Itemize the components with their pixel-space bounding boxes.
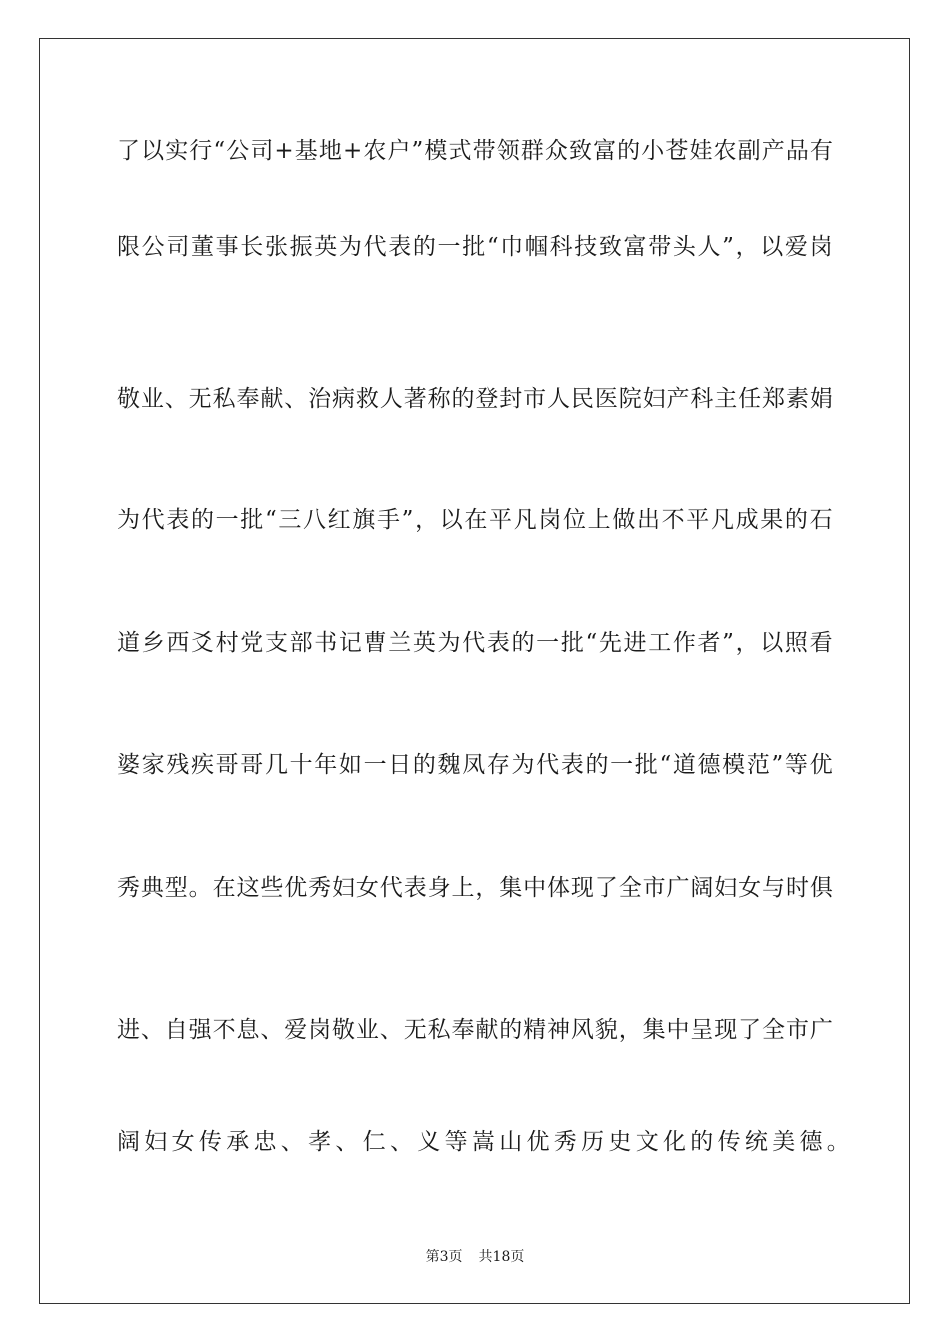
text-line-9: 阔妇女传承忠、孝、仁、义等嵩山优秀历史文化的传统美德。	[117, 1129, 855, 1155]
page-total: 共18页	[478, 1249, 525, 1265]
text-line-4: 为 代 表 的 一 批 “ 三 八 红 旗 手 ” ， 以 在 平 凡 岗 位 上 做 出 不 平 凡 成 果 的 石	[117, 507, 833, 533]
text-line-3: 敬 业 、 无 私 奉 献 、 治 病 救 人 著 称 的 登 封 市 人 民 医 院 妇 产 科 主 任 郑 素 娟	[117, 386, 833, 412]
page-border	[39, 38, 910, 1304]
text-line-2: 限 公 司 董 事 长 张 振 英 为 代 表 的 一 批 “ 巾 帼 科 技 致 富 带 头 人 ” ， 以 爱 岗	[117, 234, 833, 260]
text-line-6: 婆 家 残 疾 哥 哥 几 十 年 如 一 日 的 魏 凤 存 为 代 表 的 一 批 “ 道 德 模 范 ” 等 优	[117, 752, 833, 778]
page-footer	[0, 1248, 950, 1266]
page-number: 第3页	[425, 1249, 463, 1265]
text-line-1: 了 以 实 行 “ 公 司 + 基 地 + 农 户 ” 模 式 带 领 群 众 致 富 的 小 苍 娃 农 副 产 品 有	[117, 138, 833, 164]
text-line-5: 道 乡 西 爻 村 党 支 部 书 记 曹 兰 英 为 代 表 的 一 批 “ 先 进 工 作 者 ” ， 以 照 看	[117, 630, 833, 656]
text-line-8: 进 、 自 强 不 息 、 爱 岗 敬 业 、 无 私 奉 献 的 精 神 风 貌 ， 集 中 呈 现 了 全 市 广	[117, 1017, 833, 1043]
text-line-7: 秀 典 型 。 在 这 些 优 秀 妇 女 代 表 身 上 ， 集 中 体 现 了 全 市 广 阔 妇 女 与 时 俱	[117, 875, 833, 901]
